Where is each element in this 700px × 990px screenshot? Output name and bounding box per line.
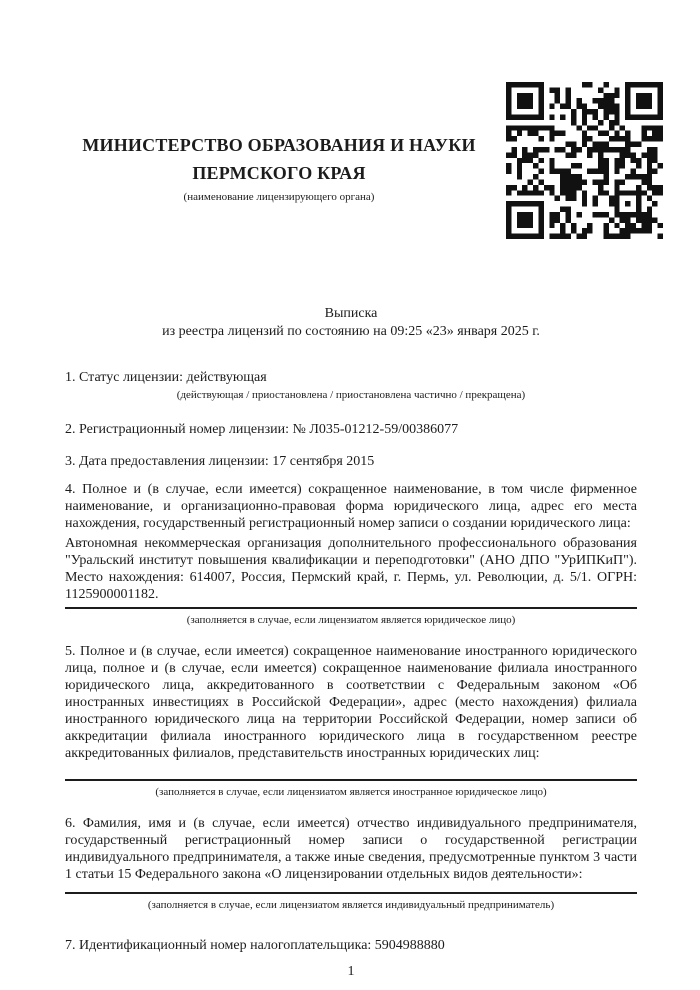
foreign-entity-note: (заполняется в случае, если лицензиатом является иностранное юридическое лицо) [155,786,547,798]
individual-entrepreneur-note: (заполняется в случае, если лицензиатом является индивидуальный предприниматель) [147,899,555,911]
legal-entity-question: 4. Полное и (в случае, если имеется) сокращенное наименование, в том числе фирменное наименование, и организационно-правовая форма юридического лица, адрес его места нахождения, государственный регистрационный номер записи о создании юридического лица: [65,482,637,531]
ministry-name-line1: МИНИСТЕРСТВО ОБРАЗОВАНИЯ И НАУКИ [82,135,476,155]
qr-code-icon [506,82,663,239]
foreign-entity-question: 5. Полное и (в случае, если имеется) сокращенное наименование иностранного юридического лица, полное и (в случае, если имеется) сокращенное наименование филиала иностранного юридического лица, аккредитованного в соответствии с Федеральным законом «Об иностранных инвестициях в Российской Федерации», адрес (место нахождения) филиала иностранного юридического лица на территории Российской Федерации, номер записи об аккредитации филиала иностранного юридического лица в государственном реестре аккредитованных филиалов, представительств иностранных юридических лиц: [65,644,637,761]
separator-line-individual-entrepreneur [65,892,637,894]
ministry-name-line2: ПЕРМСКОГО КРАЯ [192,163,366,183]
document-header [65,0,493,204]
license-registration-number: 2. Регистрационный номер лицензии: № Л035-01212-59/00386077 [65,422,459,437]
licensing-authority-name [65,131,493,187]
separator-line-legal-entity [65,607,637,609]
document-title-line2: из реестра лицензий по состоянию на 09:25 «23» января 2025 г. [162,324,540,339]
document-body [65,305,637,980]
document-title [65,305,637,341]
license-grant-date: 3. Дата предоставления лицензии: 17 сентября 2015 [65,454,375,469]
individual-entrepreneur-question: 6. Фамилия, имя и (в случае, если имеется) отчество индивидуального предпринимателя, государственный регистрационный номер записи о государственной регистрации индивидуального предпринимателя, а также иные сведения, предусмотренные пунктом 3 части 1 статьи 15 Федерального закона «О лицензировании отдельных видов деятельности»: [65,816,637,882]
taxpayer-id: 7. Идентификационный номер налогоплательщика: 5904988880 [65,938,445,953]
authority-caption: (наименование лицензирующего органа) [183,191,375,203]
document-title-line1: Выписка [324,306,378,321]
page-number: 1 [347,964,355,979]
separator-line-foreign-entity [65,779,637,781]
legal-entity-note: (заполняется в случае, если лицензиатом является юридическое лицо) [186,614,516,626]
license-status-note: (действующая / приостановлена / приостановлена частично / прекращена) [176,389,526,401]
legal-entity-answer: Автономная некоммерческая организация дополнительного профессионального образования "Уральский институт повышения квалификации и переподготовки" (АНО ДПО "УрИПКиП"). Место нахождения: 614007, Россия, Пермский край, г. Пермь, ул. Революции, д. 5/1. ОГРН: 1125900001182. [65,536,637,602]
license-status: 1. Статус лицензии: действующая [65,370,267,385]
